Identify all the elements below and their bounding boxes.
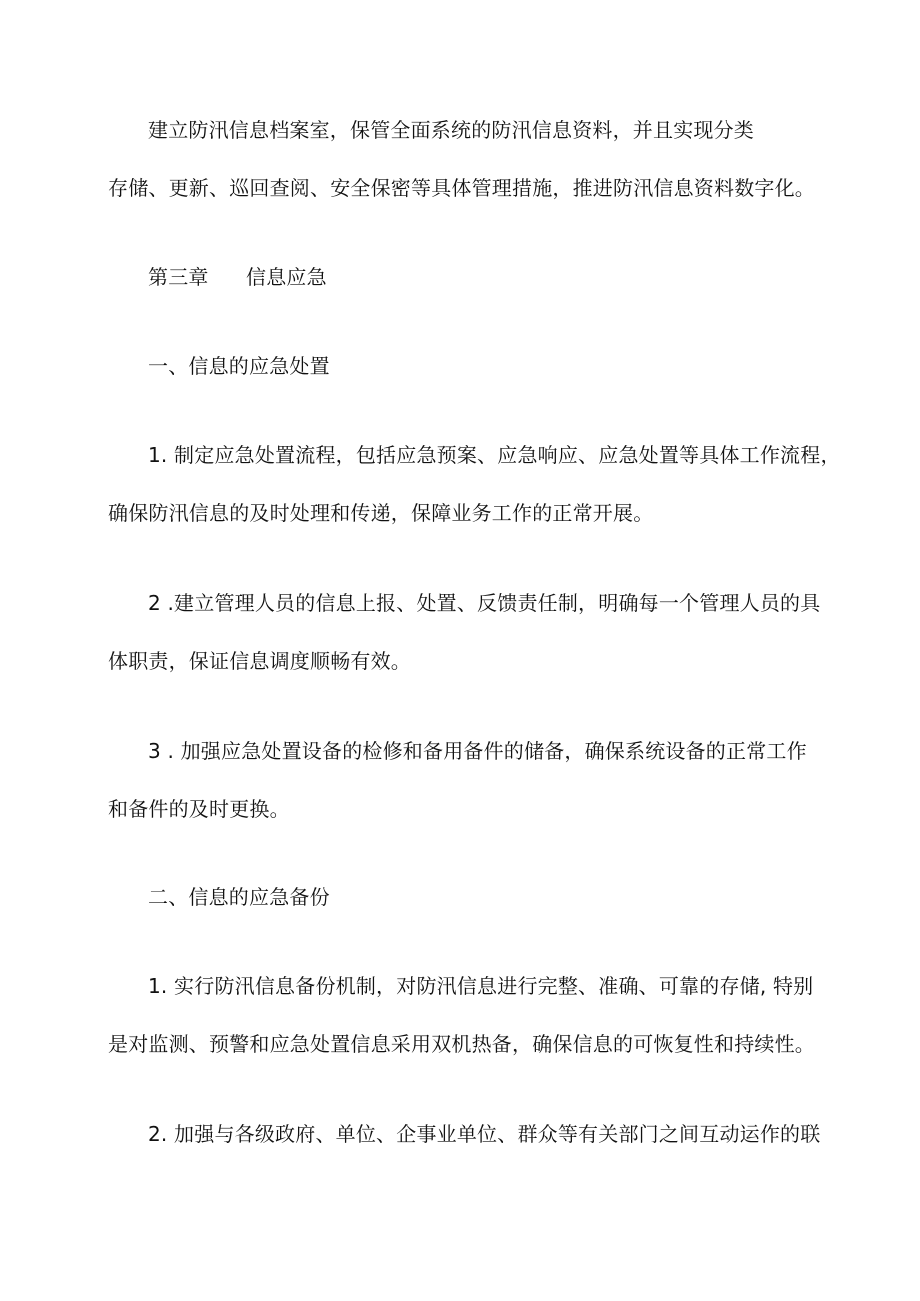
paragraph-line: 1. 实行防汛信息备份机制，对防汛信息进行完整、准确、可靠的存储, 特别	[148, 974, 814, 998]
paragraph-line: 体职责，保证信息调度顺畅有效。	[108, 649, 411, 673]
paragraph-line: 建立防汛信息档案室，保管全面系统的防汛信息资料，并且实现分类	[148, 118, 754, 142]
chapter-title: 信息应急	[246, 265, 327, 289]
paragraph-line: 2 .建立管理人员的信息上报、处置、反馈责任制，明确每一个管理人员的具	[148, 591, 821, 615]
paragraph-line: 存储、更新、巡回查阅、安全保密等具体管理措施，推进防汛信息资料数字化。	[108, 176, 815, 200]
paragraph-line: 3 . 加强应急处置设备的检修和备用备件的储备，确保系统设备的正常工作	[148, 739, 807, 763]
paragraph-line: 2. 加强与各级政府、单位、企事业单位、群众等有关部门之间互动运作的联	[148, 1122, 821, 1146]
section-heading: 一、信息的应急处置	[148, 354, 330, 378]
paragraph-line: 1. 制定应急处置流程，包括应急预案、应急响应、应急处置等具体工作流程，	[148, 443, 841, 467]
paragraph-line: 确保防汛信息的及时处理和传递，保障业务工作的正常开展。	[108, 501, 654, 525]
chapter-number: 第三章	[148, 265, 209, 289]
section-heading: 二、信息的应急备份	[148, 885, 330, 909]
paragraph-line: 和备件的及时更换。	[108, 797, 290, 821]
paragraph-line: 是对监测、预警和应急处置信息采用双机热备，确保信息的可恢复性和持续性。	[108, 1032, 815, 1056]
